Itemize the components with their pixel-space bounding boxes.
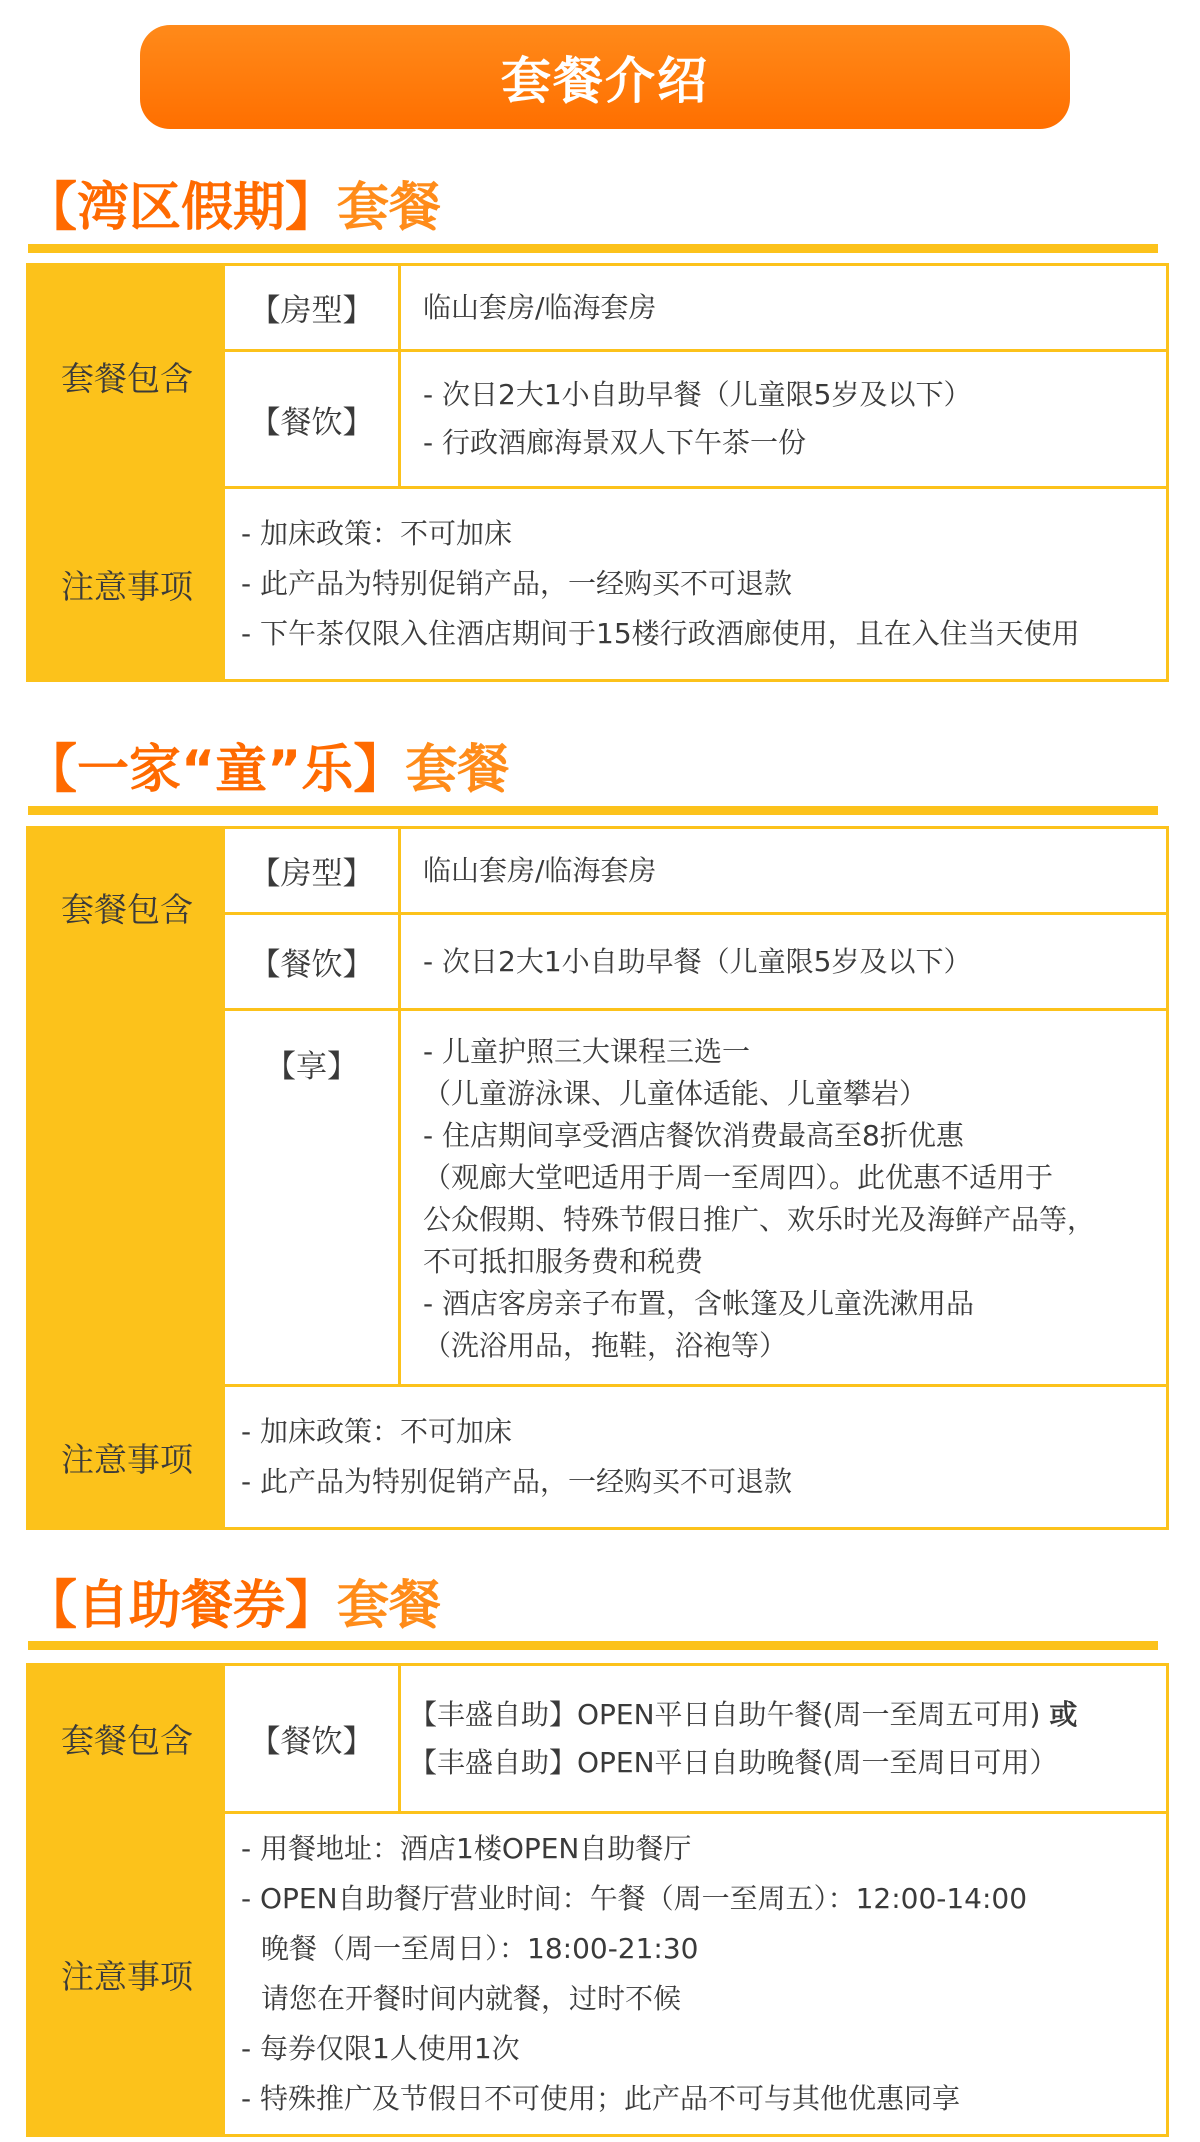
divider [28, 244, 1158, 253]
package-table-buffet-voucher [26, 1663, 1169, 2137]
dining-row: 【餐饮】 - 次日2大1小自助早餐（儿童限5岁及以下） [225, 912, 1166, 1008]
section-title-buffet-voucher: 【自助餐券】套餐 [25, 1576, 442, 1636]
includes-label: 套餐包含 [61, 358, 193, 398]
dining-row: 【餐饮】 - 次日2大1小自助早餐（儿童限5岁及以下） - 行政酒廊海景双人下午茶一份 [225, 349, 1166, 486]
dining-row: 【餐饮】 【丰盛自助】OPEN平日自助午餐(周一至周五可用) 或 【丰盛自助】OPEN平日自助晚餐(周一至周日可用） [225, 1666, 1166, 1811]
room-type-row: 【房型】 临山套房/临海套房 [225, 266, 1166, 349]
includes-label: 套餐包含 [61, 1721, 193, 1760]
notes-row: 注意事项 - 加床政策：不可加床 - 此产品为特别促销产品，一经购买不可退款 - 下午茶仅限入住酒店期间于15楼行政酒廊使用，且在入住当天使用 [29, 486, 1166, 679]
divider [28, 806, 1158, 815]
divider [28, 1641, 1158, 1650]
package-table-bay-holiday [26, 263, 1169, 682]
section-title-family-fun: 【一家“童”乐】套餐 [25, 740, 510, 800]
package-table-family-fun [26, 826, 1169, 1530]
perks-row: 【享】 - 儿童护照三大课程三选一 （儿童游泳课、儿童体适能、儿童攀岩） - 住店期间享受酒店餐饮消费最高至8折优惠 （观廊大堂吧适用于周一至周四）。此优惠不适用于 公众假期、特殊节假日推广、欢乐时光及海鲜产品等， 不可抵扣服务费和税费 - 酒店客房亲子布置，含帐篷及儿童洗漱用品 （洗浴用品，拖鞋，浴袍等） [225, 1008, 1166, 1384]
room-type-row: 【房型】 临山套房/临海套房 [225, 829, 1166, 912]
section-title-bay-holiday: 【湾区假期】套餐 [25, 178, 442, 238]
notes-row: 注意事项 - 加床政策：不可加床 - 此产品为特别促销产品，一经购买不可退款 [29, 1384, 1166, 1527]
page-title: 套餐介绍 [501, 52, 709, 110]
includes-label: 套餐包含 [61, 890, 193, 929]
notes-row: 注意事项 - 用餐地址：酒店1楼OPEN自助餐厅 - OPEN自助餐厅营业时间：午餐（周一至周五）：12:00-14:00 晚餐（周一至周日）：18:00-21:30 请您在开餐时间内就餐，过时不候 - 每券仅限1人使用1次 - 特殊推广及节假日不可使用；此产品不可与其他优惠同享 [29, 1811, 1166, 2134]
title-banner [140, 25, 1070, 129]
